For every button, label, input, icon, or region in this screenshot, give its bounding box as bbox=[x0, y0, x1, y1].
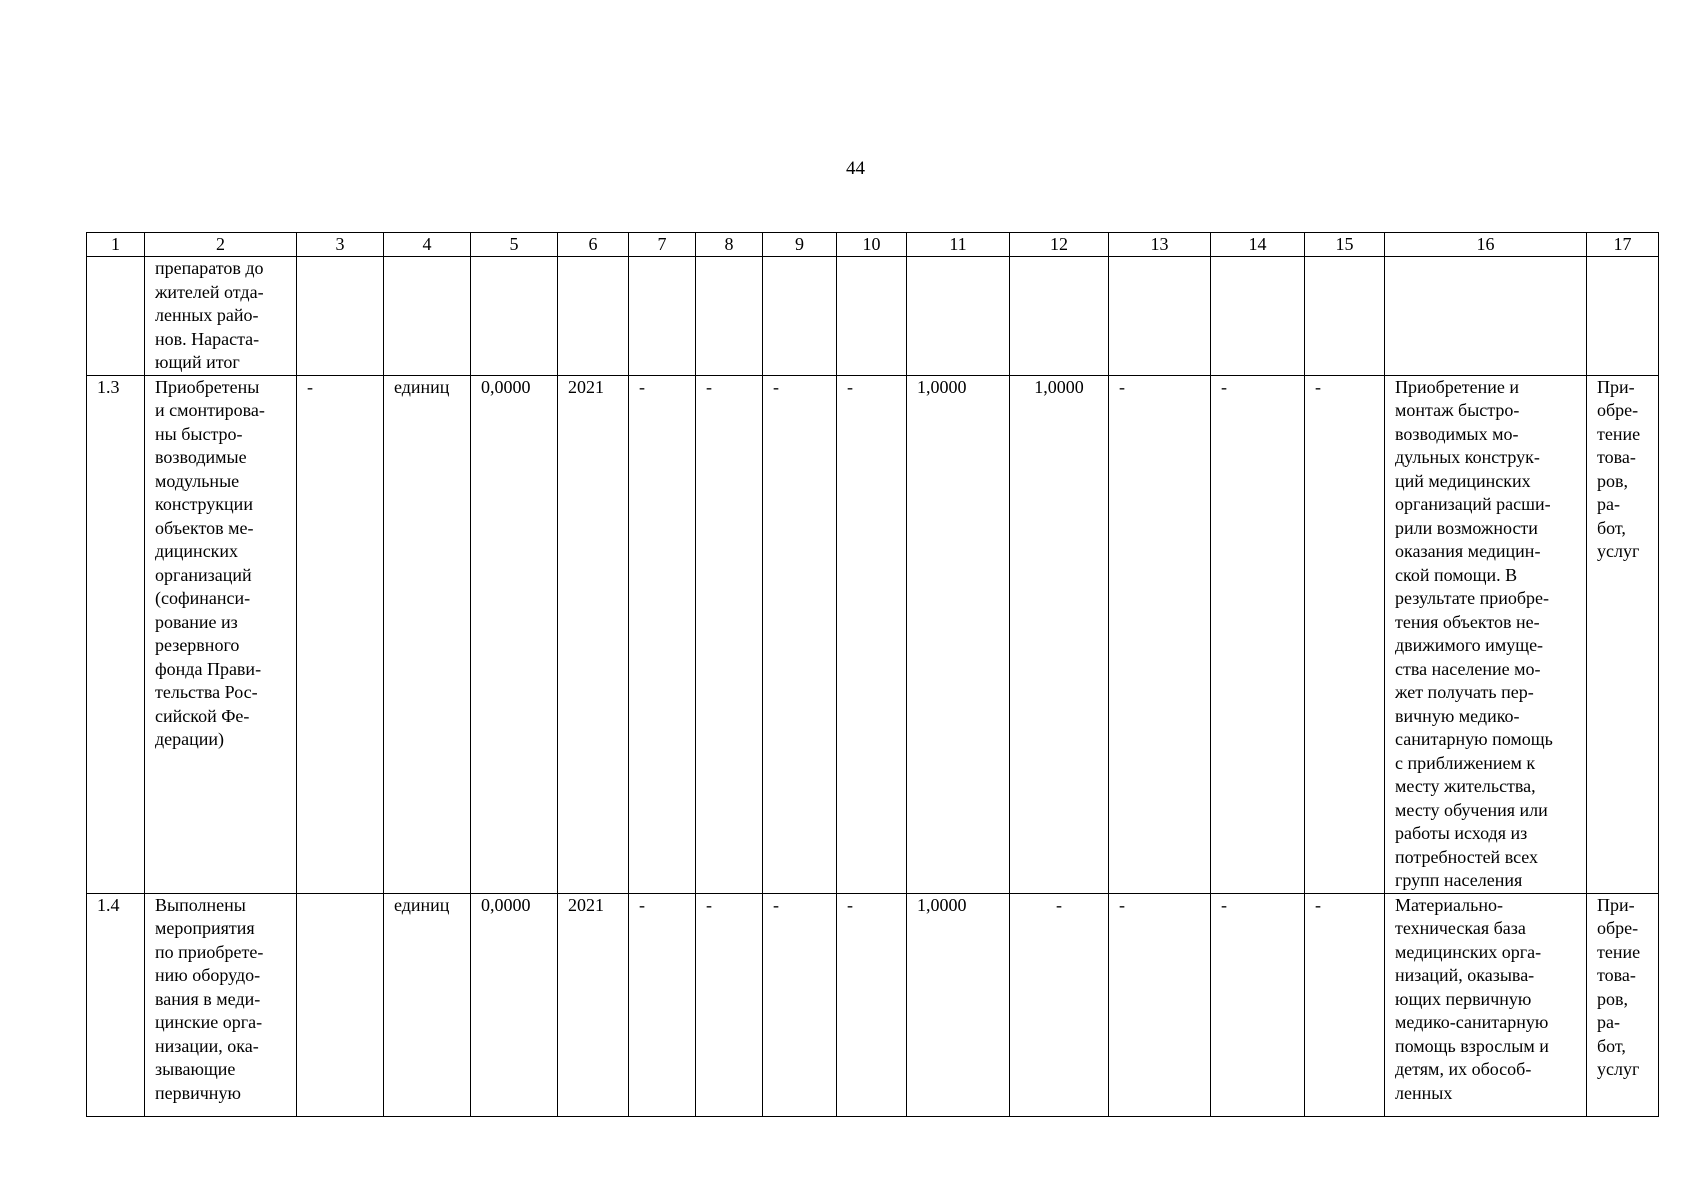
data-table bbox=[86, 232, 1659, 1117]
cell-c5 bbox=[471, 257, 558, 376]
cell-description: препаратов до жителей отда- ленных райо- нов. Нараста- ющий итог bbox=[145, 257, 297, 376]
cell-c10: - bbox=[837, 375, 907, 893]
cell-number bbox=[87, 257, 145, 376]
cell-c15: - bbox=[1305, 893, 1385, 1116]
cell-c8: - bbox=[696, 375, 763, 893]
cell-c3 bbox=[297, 893, 384, 1116]
cell-c9: - bbox=[763, 375, 837, 893]
cell-base-year: 2021 bbox=[558, 893, 629, 1116]
cell-result bbox=[1385, 257, 1587, 376]
column-header-8: 8 bbox=[696, 233, 763, 257]
cell-c12 bbox=[1010, 257, 1109, 376]
cell-c8 bbox=[696, 257, 763, 376]
column-header-12: 12 bbox=[1010, 233, 1109, 257]
cell-base-year: 2021 bbox=[558, 375, 629, 893]
cell-description: Выполнены мероприятия по приобрете- нию оборудо- вания в меди- цинские орга- низации, ока- зывающие первичную bbox=[145, 893, 297, 1116]
column-header-15: 15 bbox=[1305, 233, 1385, 257]
column-header-9: 9 bbox=[763, 233, 837, 257]
column-header-1: 1 bbox=[87, 233, 145, 257]
cell-c12: - bbox=[1010, 893, 1109, 1116]
cell-description: Приобретены и смонтирова- ны быстро- возводимые модульные конструкции объектов ме- дицинских организаций (софинанси- рование из резервного фонда Прави- тельства Рос- сийской Фе- дерации) bbox=[145, 375, 297, 893]
cell-number: 1.4 bbox=[87, 893, 145, 1116]
table-row-1-3 bbox=[87, 375, 1659, 893]
cell-c13: - bbox=[1109, 893, 1211, 1116]
cell-c3 bbox=[297, 257, 384, 376]
cell-c9: - bbox=[763, 893, 837, 1116]
cell-c9 bbox=[763, 257, 837, 376]
cell-c13: - bbox=[1109, 375, 1211, 893]
cell-c15 bbox=[1305, 257, 1385, 376]
cell-result: Материально- техническая база медицинских орга- низаций, оказыва- ющих первичную медико-санитарную помощь взрослым и детям, их обособ- ленных bbox=[1385, 893, 1587, 1116]
page-number: 44 bbox=[846, 158, 865, 179]
column-header-3: 3 bbox=[297, 233, 384, 257]
cell-c13 bbox=[1109, 257, 1211, 376]
cell-c14: - bbox=[1211, 375, 1305, 893]
cell-c6 bbox=[558, 257, 629, 376]
table-row-1-4 bbox=[87, 893, 1659, 1116]
cell-type: При- обре- тение това- ров, ра- бот, услуг bbox=[1587, 893, 1659, 1116]
cell-c11: 1,0000 bbox=[907, 375, 1010, 893]
cell-c7: - bbox=[629, 893, 696, 1116]
cell-c7: - bbox=[629, 375, 696, 893]
column-header-2: 2 bbox=[145, 233, 297, 257]
cell-c14: - bbox=[1211, 893, 1305, 1116]
column-header-11: 11 bbox=[907, 233, 1010, 257]
cell-c14 bbox=[1211, 257, 1305, 376]
cell-c4 bbox=[384, 257, 471, 376]
cell-c11: 1,0000 bbox=[907, 893, 1010, 1116]
cell-c10: - bbox=[837, 893, 907, 1116]
cell-type bbox=[1587, 257, 1659, 376]
cell-unit: единиц bbox=[384, 375, 471, 893]
cell-c7 bbox=[629, 257, 696, 376]
column-header-6: 6 bbox=[558, 233, 629, 257]
cell-c11 bbox=[907, 257, 1010, 376]
column-header-14: 14 bbox=[1211, 233, 1305, 257]
column-header-13: 13 bbox=[1109, 233, 1211, 257]
cell-c8: - bbox=[696, 893, 763, 1116]
cell-number: 1.3 bbox=[87, 375, 145, 893]
cell-type: При- обре- тение това- ров, ра- бот, услуг bbox=[1587, 375, 1659, 893]
column-header-4: 4 bbox=[384, 233, 471, 257]
header-row bbox=[87, 233, 1659, 257]
column-header-16: 16 bbox=[1385, 233, 1587, 257]
cell-base-value: 0,0000 bbox=[471, 893, 558, 1116]
cell-c12: 1,0000 bbox=[1010, 375, 1109, 893]
column-header-7: 7 bbox=[629, 233, 696, 257]
column-header-5: 5 bbox=[471, 233, 558, 257]
cell-unit: единиц bbox=[384, 893, 471, 1116]
cell-c3: - bbox=[297, 375, 384, 893]
cell-c15: - bbox=[1305, 375, 1385, 893]
table-row-continuation bbox=[87, 257, 1659, 376]
cell-result: Приобретение и монтаж быстро- возводимых мо- дульных конструк- ций медицинских организаций расши- рили возможности оказания медицин- ской помощи. В результате приобре- тения объектов не- движимого имуще- ства население мо- жет получать пер- вичную медико- санитарную помощь с приближением к месту жительства, месту обучения или работы исходя из потребностей всех групп населения bbox=[1385, 375, 1587, 893]
cell-c10 bbox=[837, 257, 907, 376]
column-header-17: 17 bbox=[1587, 233, 1659, 257]
cell-base-value: 0,0000 bbox=[471, 375, 558, 893]
column-header-10: 10 bbox=[837, 233, 907, 257]
